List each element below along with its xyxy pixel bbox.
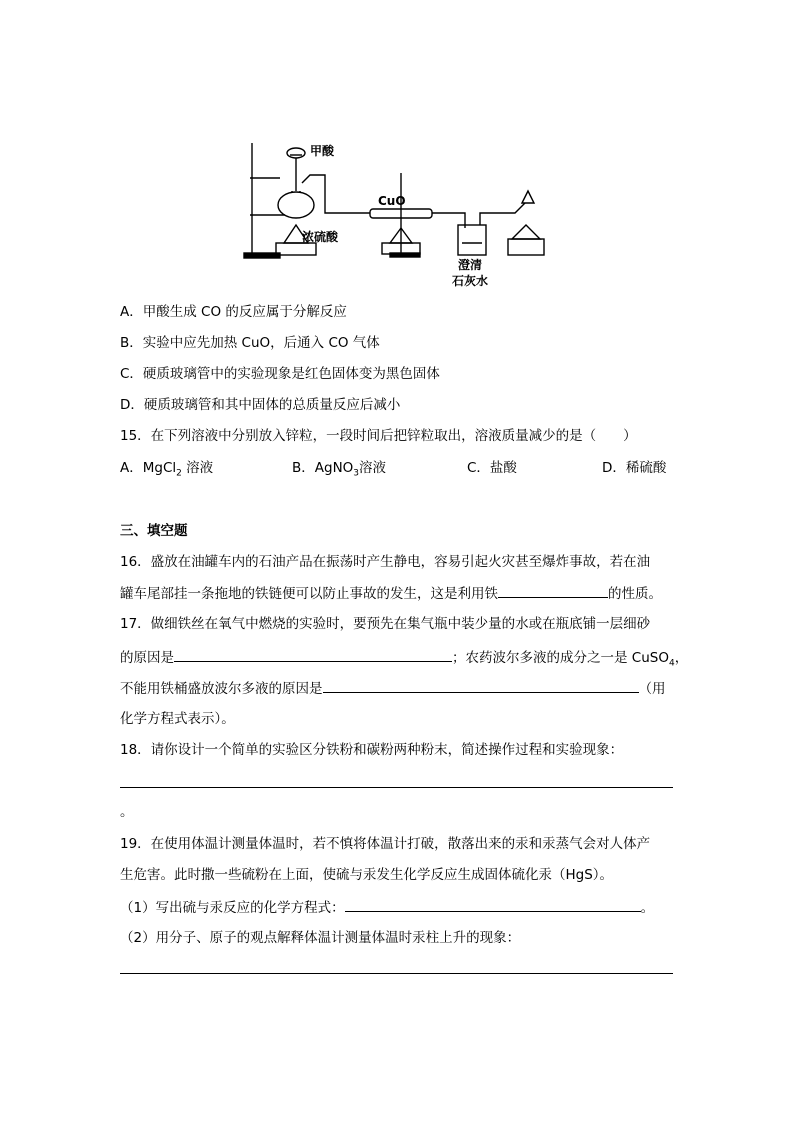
label-limewater-2: 石灰水	[452, 274, 489, 288]
q17-answer-blank-2[interactable]	[323, 678, 639, 693]
label-cuo: CuO	[378, 194, 406, 208]
q15-option-d: D．稀硫酸	[602, 460, 667, 476]
q17-answer-blank-1[interactable]	[174, 647, 452, 662]
q19-line1: 19．在使用体温计测量体温时，若不慎将体温计打破，散落出来的汞和汞蒸气会对人体产	[120, 836, 651, 852]
q19-answer-rule[interactable]	[120, 973, 673, 974]
q17-line4: 化学方程式表示）。	[120, 711, 235, 727]
experiment-apparatus-figure	[240, 133, 560, 293]
q19-line2: 生危害。此时撒一些硫粉在上面，使硫与汞发生化学反应生成固体硫化汞（HgS）。	[120, 867, 614, 883]
section-title: 三、填空题	[120, 523, 188, 539]
q17-line3: 不能用铁桶盛放波尔多液的原因是 （用	[120, 678, 666, 699]
q15-option-a: A．MgCl$_2$ 溶液	[120, 460, 214, 479]
q15-option-c: C．盐酸	[467, 460, 517, 476]
q17-line2: 的原因是 ；农药波尔多液的成分之一是 CuSO$_4$，	[120, 647, 688, 674]
q19-sub1: （1）写出硫与汞反应的化学方程式： 。	[120, 897, 654, 918]
q15-options	[120, 458, 680, 478]
q15-option-b: B．AgNO$_3$溶液	[292, 460, 387, 479]
q18-answer-rule[interactable]	[120, 787, 673, 788]
q18-end-mark: 。	[120, 804, 134, 820]
label-limewater-1: 澄清	[458, 258, 483, 272]
label-conc-sulfuric-acid: 浓硫酸	[302, 230, 339, 244]
q18-line1: 18．请你设计一个简单的实验区分铁粉和碳粉两种粉末，简述操作过程和实验现象：	[120, 742, 624, 758]
q19-answer-blank-1[interactable]	[345, 897, 641, 912]
q16-line1: 16．盛放在油罐车内的石油产品在振荡时产生静电，容易引起火灾甚至爆炸事故，若在油	[120, 554, 651, 570]
q16-line2: 罐车尾部挂一条拖地的铁链便可以防止事故的发生，这是利用铁 的性质。	[120, 583, 662, 604]
q15-stem: 15．在下列溶液中分别放入锌粒，一段时间后把锌粒取出，溶液质量减少的是（ ）	[120, 428, 637, 444]
q14-option-c: C．硬质玻璃管中的实验现象是红色固体变为黑色固体	[120, 366, 440, 382]
q14-option-a: A．甲酸生成 CO 的反应属于分解反应	[120, 304, 347, 320]
q14-option-d: D．硬质玻璃管和其中固体的总质量反应后减小	[120, 397, 401, 413]
q17-line1: 17．做细铁丝在氧气中燃烧的实验时，要预先在集气瓶中装少量的水或在瓶底铺一层细砂	[120, 616, 651, 632]
q19-sub2: （2）用分子、原子的观点解释体温计测量体温时汞柱上升的现象：	[120, 930, 521, 946]
q16-answer-blank[interactable]	[498, 583, 608, 598]
label-formic-acid: 甲酸	[310, 144, 335, 158]
q14-option-b: B．实验中应先加热 CuO，后通入 CO 气体	[120, 335, 380, 351]
